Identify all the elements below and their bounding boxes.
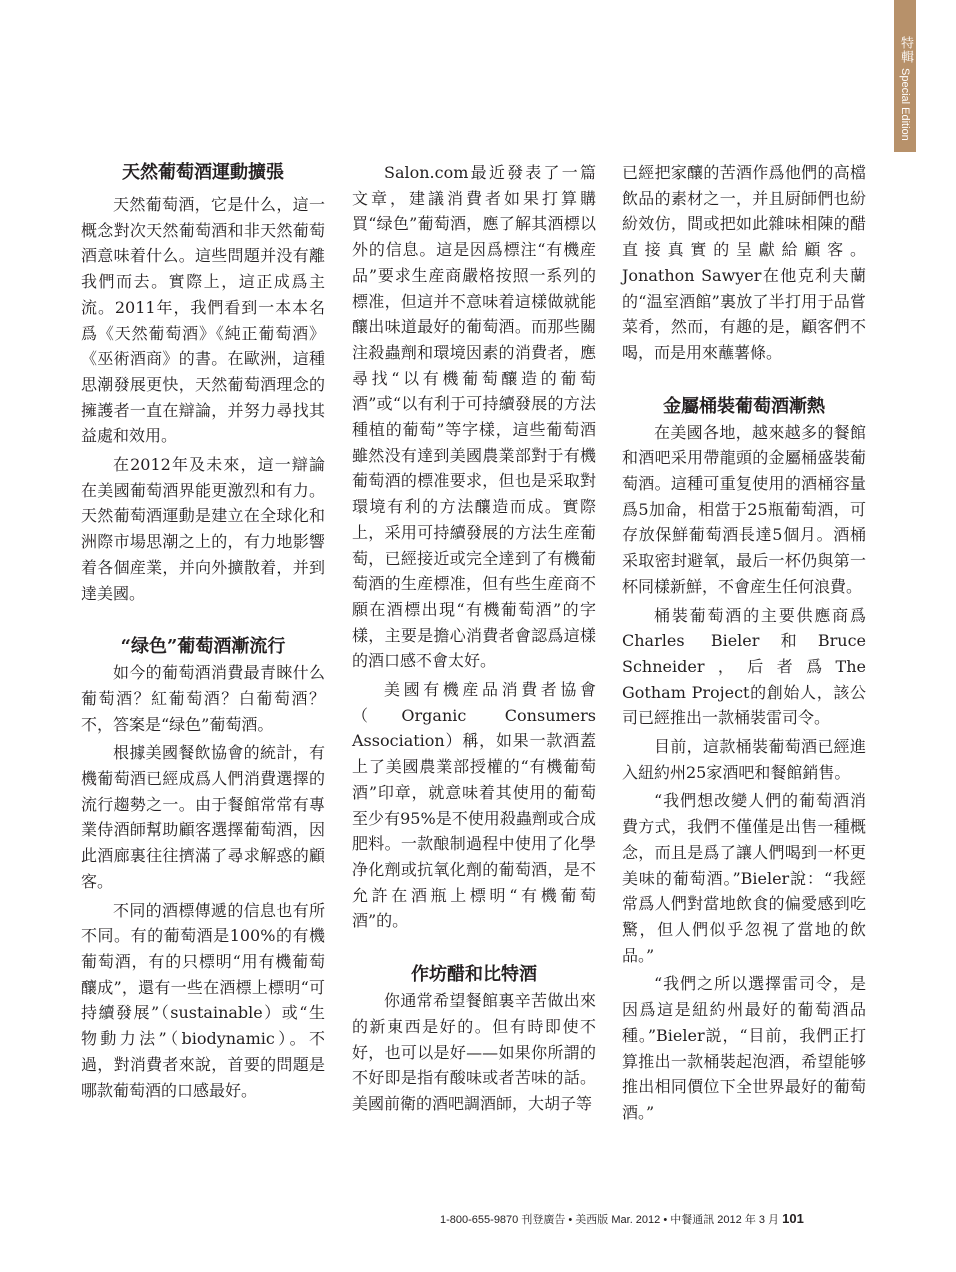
paragraph: 如今的葡萄酒消費最青睞什么葡萄酒？紅葡萄酒？白葡萄酒？不，答案是“绿色”葡萄酒。 bbox=[81, 663, 325, 734]
paragraph: 已經把家釀的苦酒作爲他們的高檔飲品的素材之一，并且厨師們也紛紛效仿，間或把如此雜味相陳的醋直接真實的呈獻給顧客。Jonathon Sawyer在他克利夫蘭的“温室酒館”裏放了半打用于品嘗菜肴，然而，有趣的是，顧客們不喝，而是用來蘸薯條。 bbox=[622, 163, 866, 362]
paragraph: “我們想改變人們的葡萄酒消費方式，我們不僅僅是出售一種概念，而且是爲了讓人們喝到一杯更美味的葡萄酒。”Bieler說：“我經常爲人們對當地飲食的偏愛感到吃驚，但人們似乎忽視了當地的飲品。” bbox=[622, 791, 866, 965]
paragraph: 在美國各地，越來越多的餐館和酒吧采用帶龍頭的金屬桶盛裝葡萄酒。這種可重复使用的酒桶容量爲5加侖，相當于25瓶葡萄酒，可存放保鮮葡萄酒長達5個月。酒桶采取密封避氧，最后一杯仍與第一杯同樣新鮮，不會産生任何浪費。 bbox=[622, 422, 866, 596]
paragraph: 不同的酒標傳遞的信息也有所不同。有的葡萄酒是100%的有機葡萄酒，有的只標明“用有機葡萄釀成”，還有一些在酒標上標明“可持續發展”（sustainable）或“生物動力法”（biodynamic）。不過，對消費者來說，首要的問題是哪款葡萄酒的口感最好。 bbox=[81, 900, 325, 1100]
footer-text: 1-800-655-9870 刊登廣告 • 美西版 Mar. 2012 • 中餐通訊 2012 年 3 月 bbox=[440, 1214, 780, 1226]
paragraph: 美國有機産品消費者協會（Organic Consumers Association）稱，如果一款酒蓋上了美國農業部授權的“有機葡萄酒”印章，就意味着其使用的葡萄至少有95%是不使用殺蟲劑或合成肥料。一款酿制過程中使用了化學净化劑或抗氧化劑的葡萄酒，是不允許在酒瓶上標明“有機葡萄酒”的。 bbox=[352, 680, 596, 931]
paragraph: 桶裝葡萄酒的主要供應商爲Charles Bieler和Bruce Schneider，后者爲The Gotham Project的創始人，該公司已經推出一款桶裝雷司令。 bbox=[622, 605, 866, 728]
section-tab-chinese: 特輯 bbox=[898, 36, 913, 64]
paragraph: 你通常希望餐館裏辛苦做出來的新東西是好的。但有時即使不好，也可以是好——如果你所謂的不好即是指有酸味或者苦味的話。美國前衛的酒吧調酒師，大胡子等 bbox=[352, 991, 596, 1113]
paragraph: Salon.com最近發表了一篇文章，建議消費者如果打算購買“绿色”葡萄酒，應了解其酒標以外的信息。這是因爲標注“有機産品”要求生産商嚴格按照一系列的標准，但這并不意味着這樣做就能釀出味道最好的葡萄酒。而那些關注殺蟲劑和環境因素的消費者，應尋找“以有機葡萄釀造的葡萄酒”或“以有利于可持續發展的方法種植的葡萄”等字樣，這些葡萄酒雖然没有達到美國農業部對于有機葡萄酒的標准要求，但也是采取對環境有利的方法釀造而成。實際上，采用可持續發展的方法生産葡萄，已經接近或完全達到了有機葡萄酒的生産標准，但有些生産商不願在酒標出現“有機葡萄酒”的字樣，主要是擔心消費者會認爲這樣的酒口感不會太好。 bbox=[352, 163, 596, 671]
paragraph: 根據美國餐飲協會的統計，有機葡萄酒已經成爲人們消費選擇的流行趨勢之一。由于餐館常常有專業侍酒師幫助顧客選擇葡萄酒，因此酒廊裏往往擠滿了尋求解惑的顧客。 bbox=[81, 743, 325, 891]
heading-keg-wine: 金屬桶裝葡萄酒漸熱 bbox=[663, 395, 825, 417]
heading-vinegar-bitters: 作坊醋和比特酒 bbox=[411, 964, 537, 986]
column-3 bbox=[622, 160, 866, 1126]
paragraph: “我們之所以選擇雷司令，是因爲這是紐約州最好的葡萄酒品種。”Bieler説，“目前，我們正打算推出一款桶裝起泡酒，希望能够推出相同價位下全世界最好的葡萄酒。” bbox=[622, 974, 866, 1122]
column-1 bbox=[81, 160, 325, 1103]
page-footer bbox=[440, 1211, 880, 1227]
paragraph: 目前，這款桶裝葡萄酒已經進入紐約州25家酒吧和餐館銷售。 bbox=[622, 737, 866, 782]
paragraph: 天然葡萄酒，它是什么，這一概念對次天然葡萄酒和非天然葡萄酒意味着什么。這些問題并没有離我們而去。實際上，這正成爲主流。2011年，我們看到一本本名爲《天然葡萄酒》《純正葡萄酒》《巫術酒商》的書。在歐洲，這種思潮發展更快，天然葡萄酒理念的擁護者一直在辯論，并努力尋找其益處和效用。 bbox=[81, 195, 325, 446]
column-2 bbox=[352, 160, 596, 1117]
heading-green-wine: “绿色”葡萄酒漸流行 bbox=[120, 636, 286, 658]
heading-natural-wine: 天然葡萄酒運動擴張 bbox=[122, 162, 284, 183]
section-tab bbox=[894, 0, 916, 152]
page-number: 101 bbox=[782, 1211, 804, 1226]
section-tab-english: Special Edition bbox=[899, 68, 911, 141]
paragraph: 在2012年及未來，這一辯論在美國葡萄酒界能更激烈和有力。天然葡萄酒運動是建立在全球化和洲際市場思潮之上的，有力地影響着各個産業，并向外擴散着，并到達美國。 bbox=[81, 455, 325, 603]
